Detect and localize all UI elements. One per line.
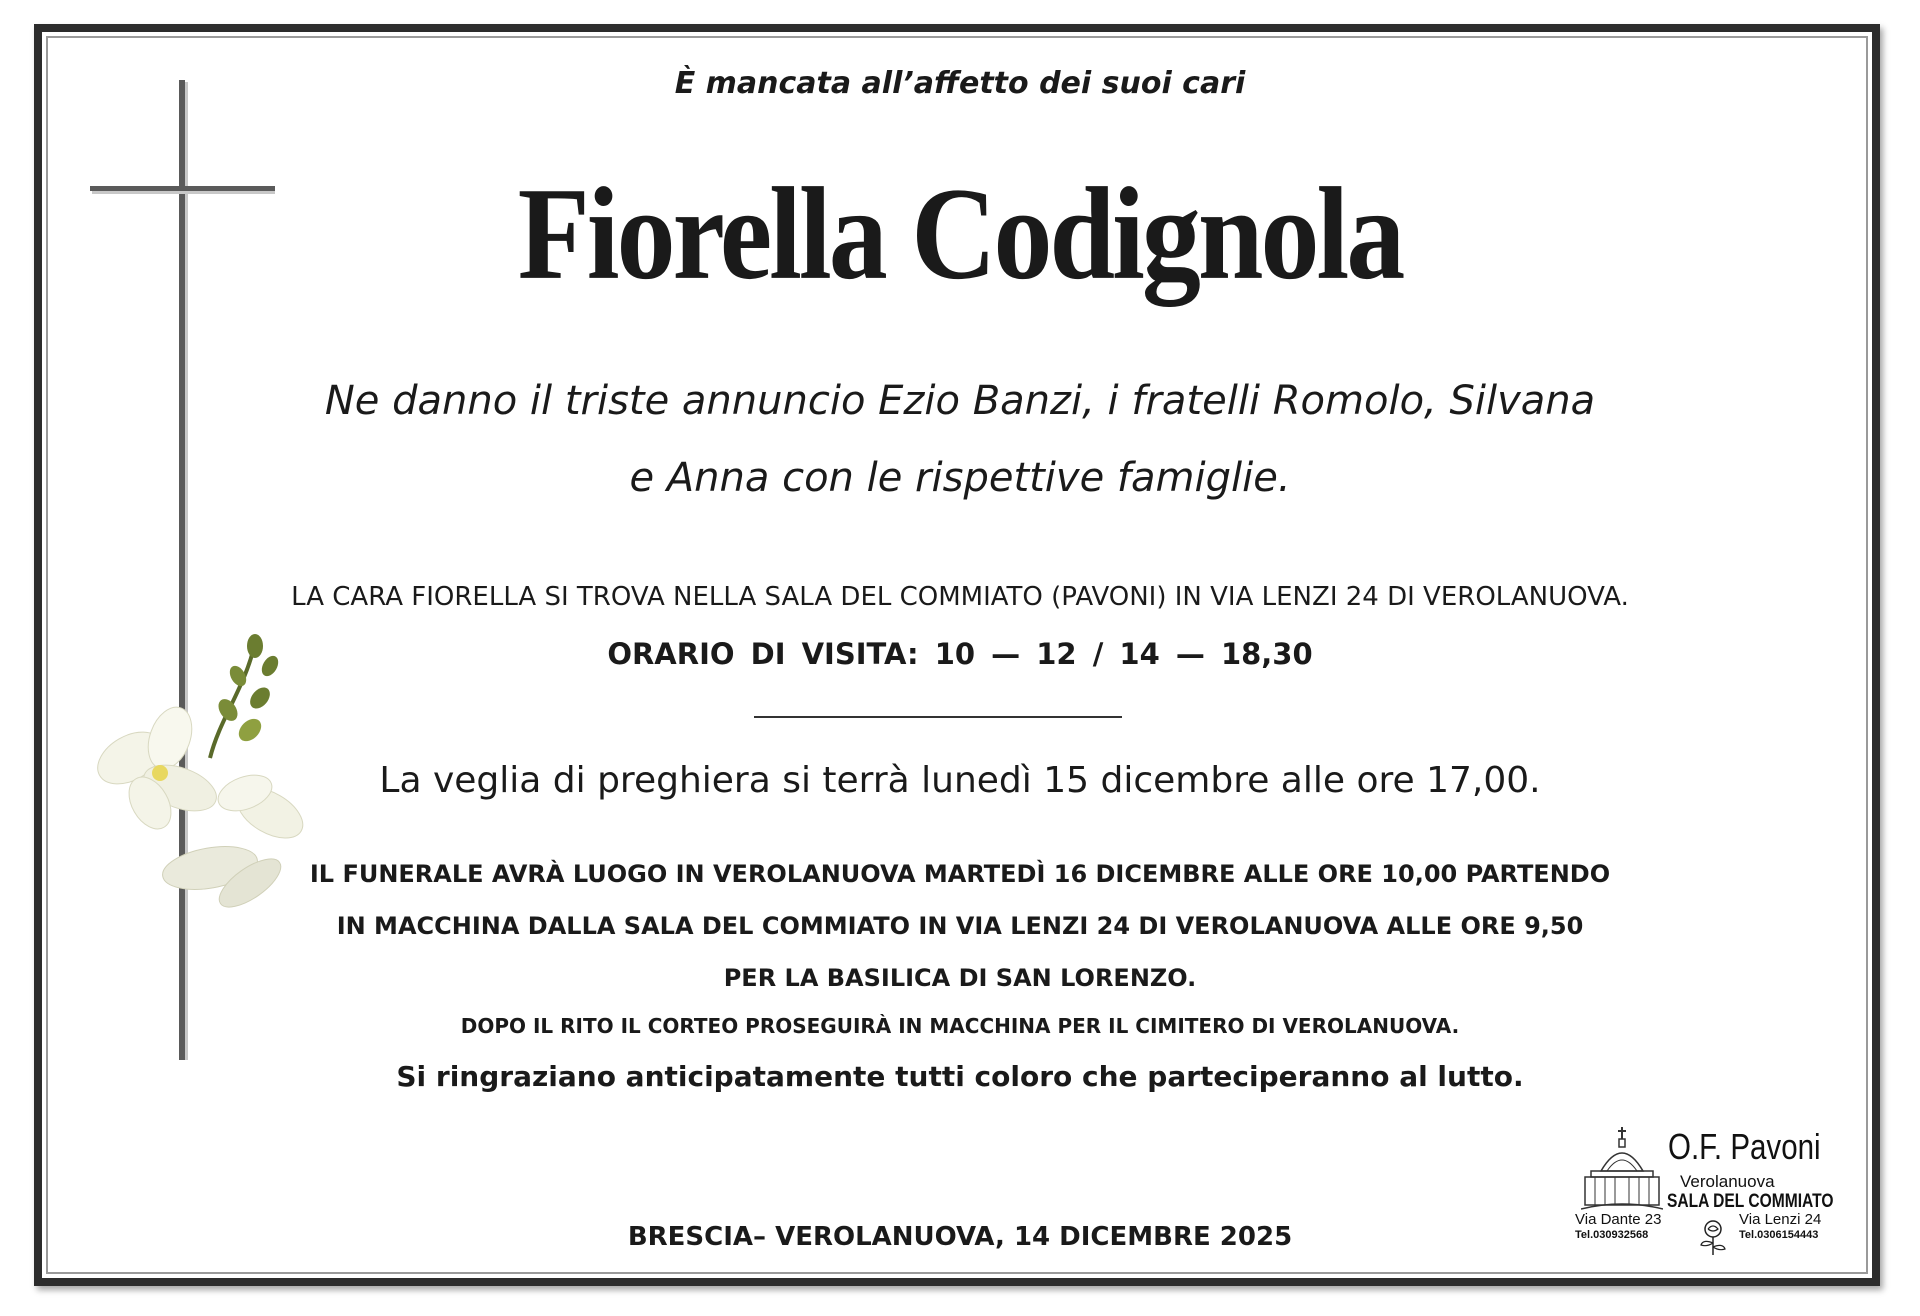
funeral-home-address-1: Via Dante 23	[1575, 1211, 1662, 1228]
dateline: BRESCIA– VEROLANUOVA, 14 DICEMBRE 2025	[627, 1222, 1293, 1252]
announcement-line-1: Ne danno il triste annuncio Ezio Banzi, i fratelli Romolo, Silvana	[324, 378, 1596, 424]
funeral-home-address-2: Via Lenzi 24	[1739, 1211, 1822, 1228]
funeral-line-2: IN MACCHINA DALLA SALA DEL COMMIATO IN VIA LENZI 24 DI VEROLANUOVA ALLE ORE 9,50	[336, 912, 1584, 940]
rose-icon	[1693, 1217, 1733, 1257]
vigil-text: La veglia di preghiera si terrà lunedì 15 dicembre alle ore 17,00.	[379, 760, 1541, 801]
announcement-line-2: e Anna con le rispettive famiglie.	[629, 455, 1291, 501]
funeral-line-1: IL FUNERALE AVRÀ LUOGO IN VEROLANUOVA MARTEDÌ 16 DICEMBRE ALLE ORE 10,00 PARTENDO	[309, 860, 1611, 888]
deceased-name: Fiorella Codignola	[517, 160, 1403, 307]
funeral-home-name: O.F. Pavoni	[1668, 1126, 1821, 1167]
divider	[754, 716, 1122, 718]
funeral-home-phone-2: Tel.0306154443	[1739, 1229, 1819, 1241]
funeral-home-town: Verolanuova	[1680, 1172, 1775, 1191]
location-text: LA CARA FIORELLA SI TROVA NELLA SALA DEL COMMIATO (PAVONI) IN VIA LENZI 24 DI VEROLANUOVA.	[291, 582, 1629, 612]
visiting-hours: ORARIO DI VISITA: 10 — 12 / 14 — 18,30	[607, 637, 1313, 671]
thanks-text: Si ringraziano anticipatamente tutti coloro che parteciperanno al lutto.	[396, 1060, 1524, 1093]
funeral-home-phone-1: Tel.030932568	[1575, 1229, 1649, 1241]
funeral-home-logo	[1575, 1125, 1845, 1260]
funeral-home-hall: SALA DEL COMMIATO	[1667, 1191, 1834, 1212]
funeral-line-3: PER LA BASILICA DI SAN LORENZO.	[723, 964, 1197, 992]
basilica-dome-icon	[1581, 1125, 1663, 1213]
funeral-line-4: DOPO IL RITO IL CORTEO PROSEGUIRÀ IN MACCHINA PER IL CIMITERO DI VEROLANUOVA.	[460, 1014, 1460, 1038]
notice-subtitle: È mancata all’affetto dei suoi cari	[674, 66, 1246, 101]
